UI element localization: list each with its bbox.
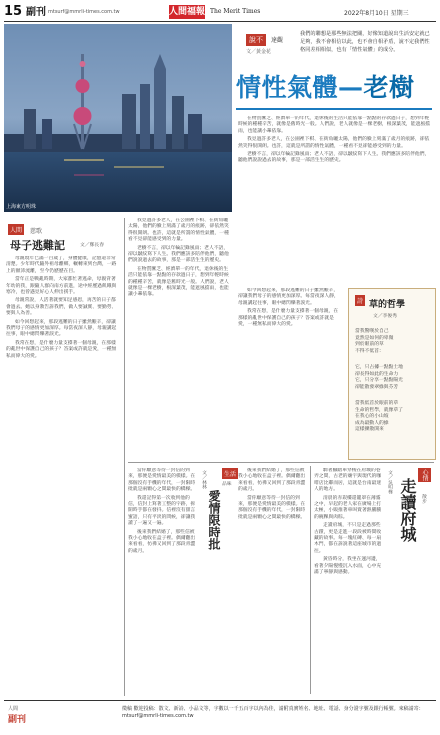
- main-title-dash: —: [338, 73, 364, 102]
- column-divider: [310, 466, 311, 694]
- poem-stanza: 當我低首於眼前的草 生命的哲學，就像草了 在我心的小山坡 成為最動人的綠 這樣擴散開來: [355, 401, 403, 433]
- mother-article-paragraph: 母親現年已滿一百歲了，身體健康，記憶還非常清楚。少年時代隨外祖母離鄉，輾轉來到台灣，一路上的顛沛流離，至今仍歷歷在目。: [6, 256, 117, 274]
- walk-article-tag: 心情: [418, 468, 431, 482]
- walk-article-tag-suffix: 散步: [421, 494, 426, 504]
- mother-article-tag: 人間: [8, 224, 24, 235]
- love-article-paragraph: 後來我們結婚了，那些信被我小心地收在盒子裡。偶爾翻出來看看，彷彿又回到了那段青澀的歲月。: [238, 468, 306, 493]
- middle-paragraph: 如今回想起來，那段逃難的日子雖然艱辛，卻讓我們母子的感情更加深厚。每當夜深人靜，母親講起往事，眼中總閃爍著淚光。: [238, 288, 339, 306]
- love-article-body: [128, 468, 198, 694]
- walk-article-title: 走讀府城: [398, 478, 417, 542]
- walk-article-paragraph: 清晨的赤崁樓還籠罩在薄霧之中，早起的老人家在廣場上打太極，小販推著車叫賣著熱騰騰的碗粿與肉粽。: [314, 495, 382, 520]
- mother-article-paragraph: 如今回想起來，那段逃難的日子雖然艱辛，卻讓我們母子的感情更加深厚。每當夜深人靜，母親講起往事，眼中總閃爍著淚光。: [6, 319, 117, 338]
- header-divider: [4, 21, 436, 22]
- love-article-paragraph: 後來我們結婚了，那些信被我小心地收在盒子裡。偶爾翻出來看看，彷彿又回到了那段青澀的歲月。: [128, 529, 196, 554]
- main-article-tag: 說不: [246, 34, 266, 46]
- city-skyline-photo: [4, 24, 232, 212]
- love-article-paragraph: 當你願意等待一封信的到來，那便是愛情最美的模樣。在那個沒有手機的年代，一封限時批就是兩顆心之間最快的橋樑。: [128, 468, 196, 493]
- newspaper-subtitle: The Merit Times: [210, 8, 261, 15]
- walk-article-author: 文／吳明樺: [387, 470, 392, 494]
- page-header: [4, 4, 436, 20]
- main-title-part-a: 情性氣體: [236, 73, 339, 102]
- mother-article-title: 母子逃難記: [10, 239, 65, 252]
- love-article-paragraph: 我還記得第一次收到他的信，信封上寫著工整的字跡，拆開時手都在發抖。信裡沒有甜言蜜語，只有平淡的問候，卻讓我讀了一遍又一遍。: [128, 495, 196, 527]
- main-article-paragraph: 我見過許多老人，在公園裡下棋、在街角曬太陽，他們的臉上刻滿了歲月的痕跡，卻依然笑得很開朗。也許，這就是所謂的情性氣體，一種看不見卻能感受到的力量。: [238, 137, 430, 149]
- poem-box: [348, 288, 436, 460]
- page-footer: [4, 700, 436, 732]
- photo-caption: 上海東方明珠: [6, 204, 37, 210]
- poem-stanza: 當我驚嘆於自己 竟然是如何的卑微 到於眼前的草 不得不低首：: [355, 329, 394, 354]
- column-divider: [124, 218, 125, 696]
- section-name: 副刊: [26, 7, 46, 18]
- main-article-title: [236, 68, 415, 104]
- mother-article-author: 文／鄭長春: [80, 243, 104, 248]
- love-article-author: 文／林林: [201, 470, 206, 490]
- poem-body: [355, 323, 431, 455]
- section-divider: [128, 462, 434, 463]
- poem-title: 草的哲學: [369, 300, 406, 310]
- skyline-illustration: [4, 24, 232, 212]
- page-number: 15: [4, 4, 23, 19]
- walk-article-body: [314, 468, 382, 694]
- middle-paragraph: 我見過許多老人，在公園裡下棋、在街角曬太陽，他們的臉上刻滿了歲月的痕跡，卻依然笑得很開朗。也許，這就是所謂的情性氣體，一種看不見卻能感受到的力量。: [128, 218, 229, 243]
- main-article-intro: 我們的聯想是那些無法把關，好像知道說出生活安定就已足夠，我不會相信以此，也不會自相矛盾，說不定我們性格同差相相似，也有「情性氣體」的成分。: [300, 31, 430, 53]
- main-article-body: [238, 116, 434, 284]
- header-email: mtsurf@mmrli-times.com.tw: [48, 9, 120, 15]
- footer-badge-main: 副刊: [8, 715, 27, 725]
- walk-article-paragraph: 騎著腳踏車穿梭在府城的巷弄之間，古老的廟宇與現代的咖啡店比鄰而居，這就是台南最迷人的地方。: [314, 468, 382, 493]
- mother-article-paragraph: 當年正是戰亂時期，大家都忙著逃命，母親背著年幼的我，跟隨人群向南方前進，途中經歷過飢餓與寒冷，也曾遇見好心人伸出援手。: [6, 277, 117, 296]
- love-article-paragraph: 當你願意等待一封信的到來，那便是愛情最美的模樣。在那個沒有手機的年代，一封限時批就是兩顆心之間最快的橋樑。: [238, 495, 306, 520]
- mother-article-paragraph: 我常在想，是什麼力量支撐著一個母親，在那樣的亂世中保護自己的孩子？答案或許就是愛，一種無私而偉大的愛。: [6, 340, 117, 359]
- walk-article-paragraph: 走讀府城，不只是走過那些古蹟，更是走進一段段被時間收藏的故事。每一塊紅磚、每一扇木門，都在訴說著這座城市的過往。: [314, 523, 382, 554]
- main-article-tag-suffix: 達觀: [271, 37, 284, 44]
- middle-text-column: [128, 218, 232, 458]
- newspaper-logo: 人間福報: [169, 7, 206, 17]
- middle-paragraph: 在物質匱乏、經濟單一的年代，退休後的生活只能依靠一點點的存款過日子，想到年輕時候的種種辛苦，就像是舊時光一般。人們說，老人就像是一棵老樹，根深葉茂，能遮風擋雨，也能讓小輩依靠。: [128, 266, 229, 298]
- issue-date: 2022年8月10日 星期三: [344, 10, 409, 17]
- love-article-body-b: [238, 468, 306, 694]
- love-article-tag-suffix: 品味: [222, 482, 232, 487]
- middle-text-column-b: [238, 288, 342, 458]
- poem-tag: 詩: [355, 295, 365, 306]
- love-article-tag: 生活: [222, 468, 238, 479]
- footer-badge: [8, 705, 58, 727]
- love-article-title: 愛情限時批: [207, 490, 221, 550]
- main-article-paragraph: 在物質匱乏、經濟單一的年代，退休後的生活只能依靠一點點的存款過日子，想到年輕時候的種種辛苦，就像是舊時光一般。人們說，老人就像是一棵老樹，根深葉茂，能遮風擋雨，也能讓小輩依靠。: [238, 116, 430, 134]
- middle-paragraph: 老樹不言，卻以年輪記錄風雨；老人不語，卻以皺紋寫下人生。我們應該多陪伴他們，聽他們說說過去的故事，那是一部活生生的歷史。: [128, 245, 229, 264]
- poem-author: 文／李俊秀: [373, 314, 397, 319]
- footer-submission-note: 徵稿 歡迎投稿：散文、新詩、小品文等，字數以一千五百字以內為佳，請附真實姓名、地址、電話、身分證字號及銀行帳號。來稿請寄：mtsurf@mmrli-times.com.tw: [122, 706, 424, 719]
- footer-badge-top: 人間: [8, 706, 19, 712]
- middle-paragraph: 我常在想，是什麼力量支撐著一個母親，在那樣的亂世中保護自己的孩子？答案或許就是愛，一種無私而偉大的愛。: [238, 309, 339, 328]
- mother-article-paragraph: 母親常說，人活著就要知足感恩，再苦的日子都會過去。她以身教告訴我們，做人要誠實、要勤勞、要與人為善。: [6, 298, 117, 317]
- title-underline: [236, 108, 432, 110]
- walk-article-paragraph: 黃昏時分，我坐在運河邊，看著夕陽慢慢沉入水面，心中充滿了寧靜與感動。: [314, 557, 382, 576]
- mother-article-body: [6, 256, 120, 692]
- poem-stanza: 它，只占據一點點土地 卻長得如此的生命力 它，只分享一點點陽光 卻能散發翠綠與芬芳: [355, 365, 403, 390]
- mother-article-tag-suffix: 慈歌: [30, 228, 43, 235]
- main-article-paragraph: 老樹不言，卻以年輪記錄風雨；老人不語，卻以皺紋寫下人生。我們應該多陪伴他們，聽他們說說過去的故事，那是一部活生生的歷史。: [238, 152, 430, 164]
- main-article-author: 文／黃金花: [246, 49, 272, 55]
- main-title-part-b: 老樹: [363, 73, 415, 102]
